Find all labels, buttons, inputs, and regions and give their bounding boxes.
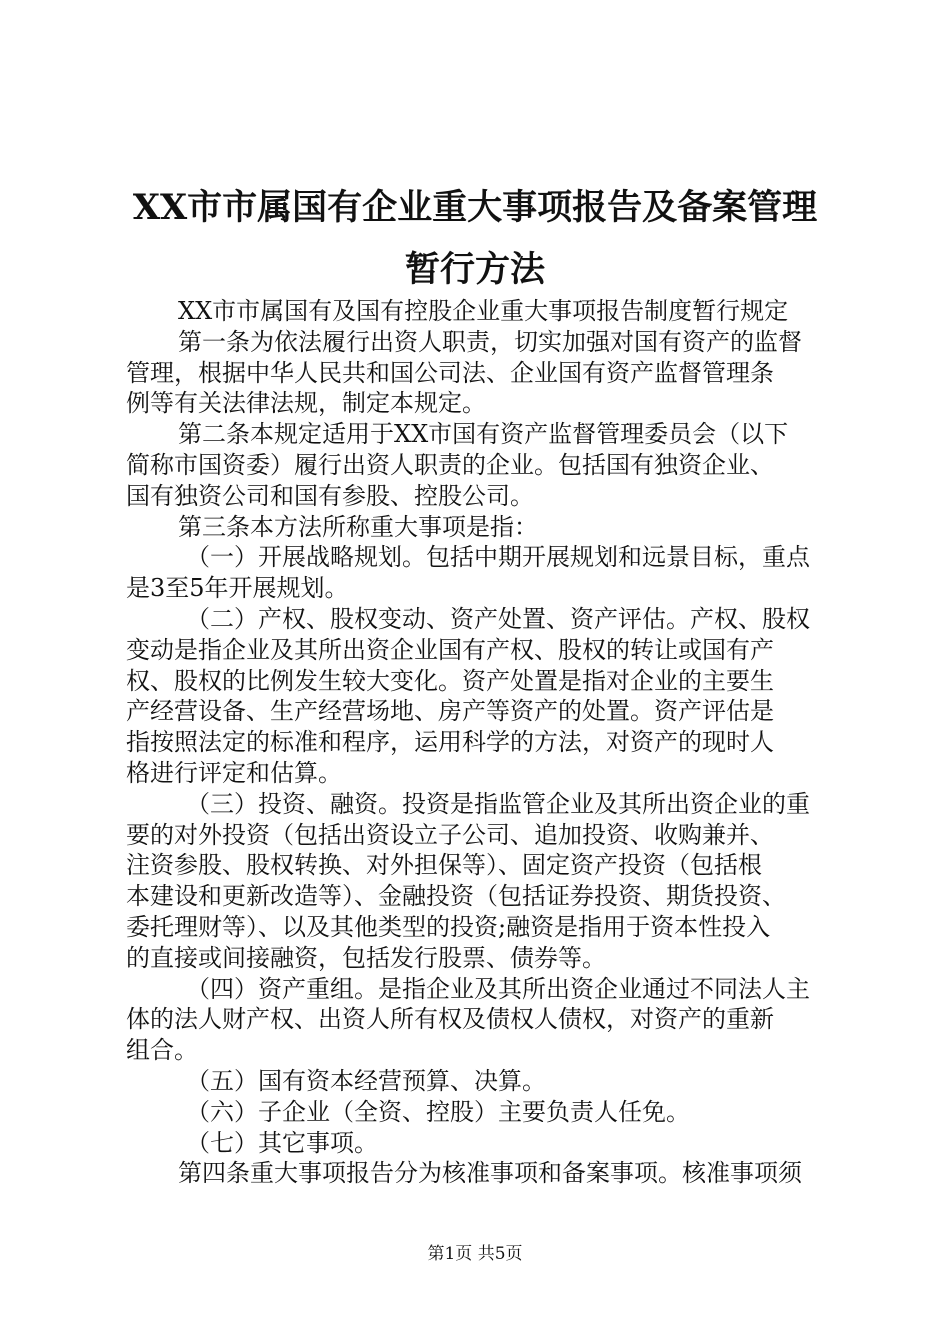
body-line: （七）其它事项。 (186, 1128, 378, 1157)
body-line: 管理，根据中华人民共和国公司法、企业国有资产监督管理条 (126, 358, 774, 387)
body-line: 本建设和更新改造等）、金融投资（包括证券投资、期货投资、 (126, 882, 786, 911)
body-line: 组合。 (126, 1036, 198, 1065)
body-line: （六）子企业（全资、控股）主要负责人任免。 (186, 1097, 690, 1126)
body-line: 注资参股、股权转换、对外担保等）、固定资产投资（包括根 (126, 851, 762, 880)
body-line: 是3至5年开展规划。 (126, 574, 349, 603)
document-title-line-2: 暂行方法 (404, 249, 545, 290)
body-line: 变动是指企业及其所出资企业国有产权、股权的转让或国有产 (126, 635, 774, 664)
body-line: 例等有关法律法规，制定本规定。 (126, 389, 486, 418)
body-line: 第二条本规定适用于XX市国有资产监督管理委员会（以下 (178, 420, 789, 449)
body-line: （二）产权、股权变动、资产处置、资产评估。产权、股权 (186, 604, 810, 633)
body-line: 体的法人财产权、出资人所有权及债权人债权，对资产的重新 (126, 1005, 774, 1034)
document-body (126, 296, 836, 1189)
body-line: 权、股权的比例发生较大变化。资产处置是指对企业的主要生 (126, 666, 774, 695)
page-number-footer: 第1页 共5页 (427, 1244, 523, 1264)
body-line: （三）投资、融资。投资是指监管企业及其所出资企业的重 (186, 789, 810, 818)
body-line: 第三条本方法所称重大事项是指： (178, 512, 538, 541)
body-line: 指按照法定的标准和程序，运用科学的方法，对资产的现时人 (126, 728, 774, 757)
body-line: XX市市属国有及国有控股企业重大事项报告制度暂行规定 (178, 297, 789, 325)
body-line: 第一条为依法履行出资人职责，切实加强对国有资产的监督 (178, 327, 802, 356)
document-title-line-1: XX市市属国有企业重大事项报告及备案管理 (132, 187, 818, 228)
body-line: 第四条重大事项报告分为核准事项和备案事项。核准事项须 (178, 1159, 802, 1188)
body-line: 的直接或间接融资，包括发行股票、债券等。 (126, 943, 606, 972)
body-line: 委托理财等）、以及其他类型的投资;融资是指用于资本性投入 (126, 912, 771, 941)
body-line: 国有独资公司和国有参股、控股公司。 (126, 481, 534, 510)
body-line: 要的对外投资（包括出资设立子公司、追加投资、收购兼并、 (126, 820, 774, 849)
body-line: （五）国有资本经营预算、决算。 (186, 1066, 546, 1095)
body-line: （四）资产重组。是指企业及其所出资企业通过不同法人主 (186, 974, 810, 1003)
body-line: 简称市国资委）履行出资人职责的企业。包括国有独资企业、 (126, 450, 774, 479)
body-line: 产经营设备、生产经营场地、房产等资产的处置。资产评估是 (126, 697, 774, 726)
body-line: （一）开展战略规划。包括中期开展规划和远景目标，重点 (186, 543, 810, 572)
body-line: 格进行评定和估算。 (126, 758, 342, 787)
